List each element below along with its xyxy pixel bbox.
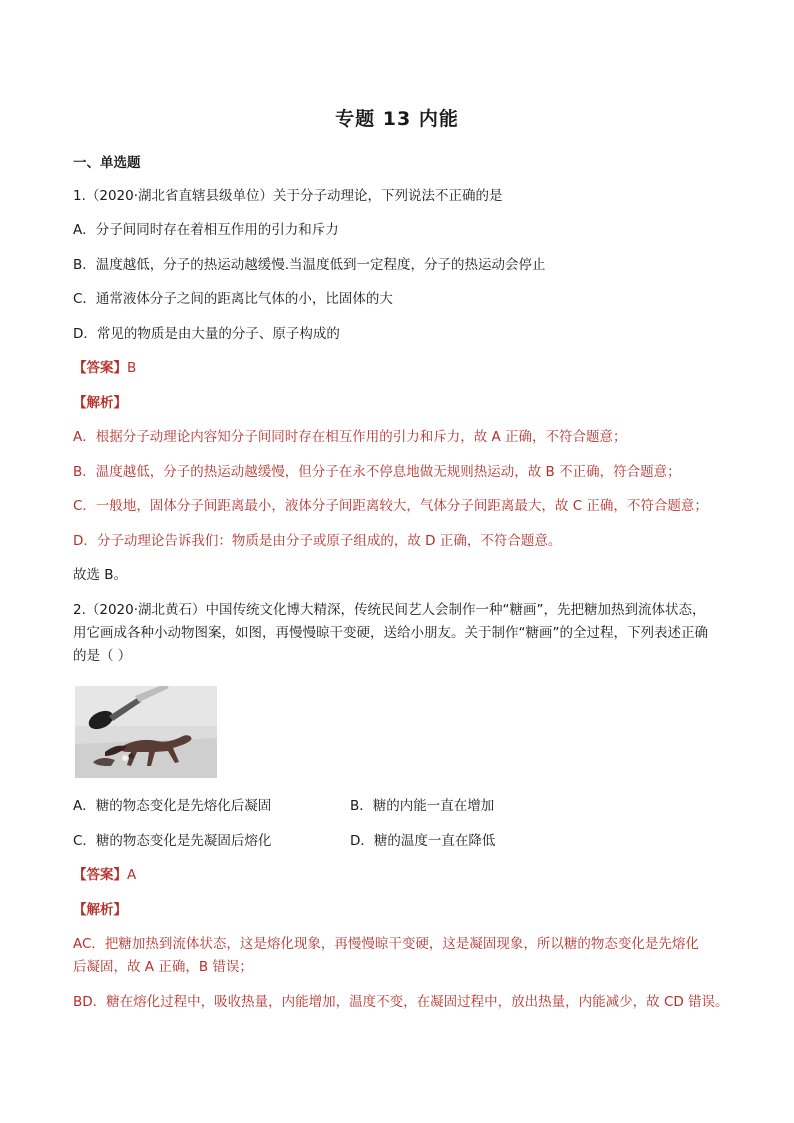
question-1-analysis-c: C．一般地，固体分子间距离最小，液体分子间距离较大，气体分子间距离最大，故 C 正确，不符合题意； <box>73 498 708 514</box>
question-1-analysis-d: D．分子动理论告诉我们：物质是由分子或原子组成的，故 D 正确，不符合题意。 <box>73 533 562 549</box>
question-1-option-c: C．通常液体分子之间的距离比气体的小，比固体的大 <box>73 291 393 307</box>
question-2-analysis-ac-line-2: 后凝固，故 A 正确，B 错误； <box>73 959 253 975</box>
question-1-analysis-b: B．温度越低，分子的热运动越缓慢，但分子在永不停息地做无规则热运动，故 B 不正确，符合题意； <box>73 464 681 480</box>
question-2-analysis-bd: BD．糖在熔化过程中，吸收热量，内能增加，温度不变，在凝固过程中，放出热量，内能减少，故 CD 错误。 <box>73 994 729 1010</box>
question-2-option-c: C．糖的物态变化是先凝固后熔化 <box>73 833 272 849</box>
question-2-stem-line-3: 的是（ ） <box>73 648 132 664</box>
sugar-painting-illustration <box>75 686 217 778</box>
answer-value: A <box>127 867 137 883</box>
sugar-painting-photo <box>75 686 217 778</box>
question-1-conclusion: 故选 B。 <box>73 567 128 583</box>
question-2-stem-line-1: 2.（2020·湖北黄石）中国传统文化博大精深，传统民间艺人会制作一种“糖画”，先把糖加热到流体状态， <box>73 602 706 618</box>
question-1-analysis-label: 【解析】 <box>73 395 127 411</box>
question-1-stem: 1.（2020·湖北省直辖县级单位）关于分子动理论，下列说法不正确的是 <box>73 188 503 204</box>
question-2-stem-line-2: 用它画成各种小动物图案，如图，再慢慢晾干变硬，送给小朋友。关于制作“糖画”的全过程，下列表述正确 <box>73 625 708 641</box>
question-1-answer <box>73 359 136 377</box>
question-1-option-d: D．常见的物质是由大量的分子、原子构成的 <box>73 326 340 342</box>
question-2-analysis-label: 【解析】 <box>73 902 127 918</box>
page-title: 专题 13 内能 <box>335 108 459 130</box>
question-2-option-d: D．糖的温度一直在降低 <box>350 833 496 849</box>
question-1-analysis-a: A．根据分子动理论内容知分子间同时存在相互作用的引力和斥力，故 A 正确，不符合题意； <box>73 429 627 445</box>
section-heading: 一、单选题 <box>73 155 141 171</box>
question-2-option-b: B．糖的内能一直在增加 <box>350 798 495 814</box>
answer-value: B <box>127 360 137 376</box>
question-2-answer <box>73 866 136 884</box>
answer-label: 【答案】 <box>73 867 127 883</box>
question-2-option-a: A．糖的物态变化是先熔化后凝固 <box>73 798 272 814</box>
question-1-option-a: A．分子间同时存在着相互作用的引力和斥力 <box>73 222 339 238</box>
question-1-option-b: B．温度越低，分子的热运动越缓慢.当温度低到一定程度，分子的热运动会停止 <box>73 257 546 273</box>
answer-label: 【答案】 <box>73 360 127 376</box>
question-2-analysis-ac-line-1: AC．把糖加热到流体状态，这是熔化现象，再慢慢晾干变硬，这是凝固现象，所以糖的物态变化是先熔化 <box>73 936 699 952</box>
